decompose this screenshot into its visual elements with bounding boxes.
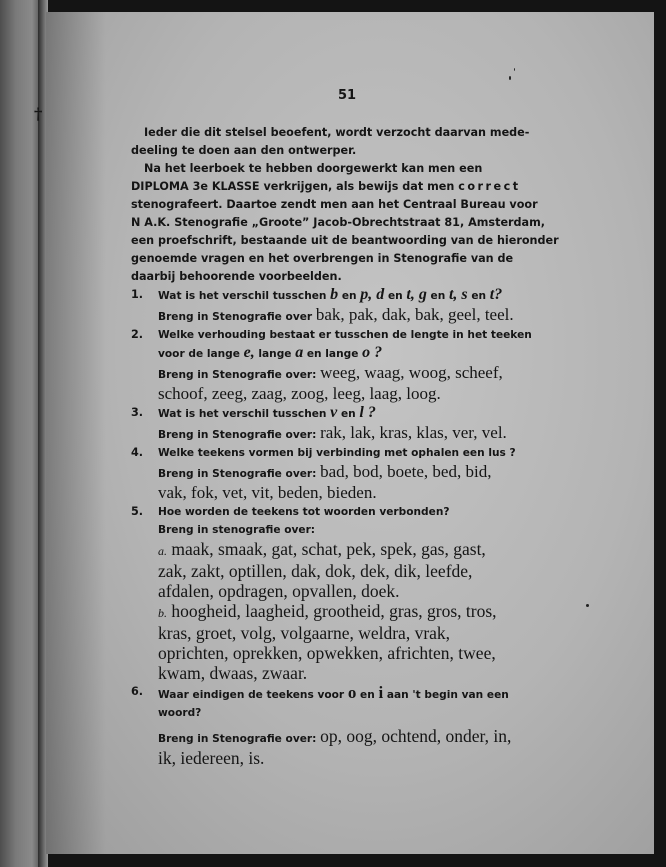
question-number: 6.	[131, 685, 144, 698]
practice-words: zak, zakt, optillen, dak, dok, dek, dik, leefde,	[158, 561, 473, 581]
steno-letter: s	[457, 286, 468, 303]
steno-letter: g	[414, 286, 427, 303]
practice-words: schoof, zeeg, zaag, zoog, leeg, laag, loog.	[158, 384, 441, 403]
intro-text: Ieder die dit stelsel beoefent, wordt verzocht daarvan mede-	[144, 126, 530, 139]
question-number: 3.	[131, 406, 144, 419]
page-number: 51	[338, 88, 357, 103]
paper-speck	[509, 76, 511, 80]
book-page	[34, 12, 654, 854]
steno-letter: o ?	[362, 344, 383, 361]
steno-letter: b	[330, 286, 339, 303]
question-text: Welke teekens vormen bij verbinding met ophalen een lus ?	[158, 447, 516, 459]
question-number: 5.	[131, 505, 144, 518]
exercise-a	[158, 539, 609, 601]
question-text: lange	[254, 348, 296, 360]
practice-words: bad, bod, boete, bed, bid,	[320, 462, 492, 481]
practice-words: hoogheid, laagheid, grootheid, gras, gros, tros,	[171, 601, 497, 621]
intro-text: daarbij behoorende voorbeelden.	[131, 270, 342, 283]
question-text: voor de lange	[158, 348, 244, 360]
practice-instruction: Breng in Stenografie over:	[158, 468, 321, 480]
margin-mark: †	[34, 104, 43, 123]
question-1	[131, 286, 609, 326]
question-text: en	[356, 689, 379, 701]
question-text: Hoe worden de teekens tot woorden verbonden?	[158, 506, 450, 518]
question-2	[131, 326, 609, 404]
question-number: 2.	[131, 328, 144, 341]
intro-paragraph	[131, 124, 609, 286]
steno-letter: a	[295, 344, 304, 361]
intro-text: N A.K. Stenografie „Groote” Jacob-Obrechtstraat 81, Amsterdam,	[131, 216, 546, 229]
vowel-letter: i	[378, 683, 384, 702]
question-6	[131, 683, 609, 768]
question-text: Waar eindigen de teekens voor	[158, 689, 348, 701]
intro-text: deeling te doen aan den ontwerper.	[131, 144, 357, 157]
steno-letter: t,	[448, 286, 458, 303]
exercise-label: b.	[158, 606, 167, 620]
question-3	[131, 404, 609, 444]
practice-words: kwam, dwaas, zwaar.	[158, 663, 308, 683]
question-text: Welke verhouding bestaat er tusschen de lengte in het teeken	[158, 329, 532, 341]
left-page-edge	[0, 0, 43, 867]
page-text	[131, 124, 609, 768]
question-text: en	[467, 290, 490, 302]
question-4	[131, 444, 609, 503]
practice-words: oprichten, oprekken, opwekken, africhten, twee,	[158, 643, 496, 663]
question-text: Wat is het verschil tusschen	[158, 408, 331, 420]
practice-words: vak, fok, vet, vit, beden, bieden.	[158, 483, 377, 502]
vowel-letter: o	[347, 683, 357, 702]
question-text: en	[426, 290, 449, 302]
question-text: en lange	[303, 348, 363, 360]
steno-letter: d	[372, 286, 385, 303]
question-number: 1.	[131, 288, 144, 301]
practice-words: weeg, waag, woog, scheef,	[320, 363, 503, 382]
practice-words: kras, groet, volg, volgaarne, weldra, vrak,	[158, 623, 451, 643]
intro-text: genoemde vragen en het overbrengen in Stenografie van de	[131, 252, 514, 265]
paper-speck	[514, 68, 515, 71]
steno-letter: v	[330, 404, 338, 421]
intro-text: stenografeert. Daartoe zendt men aan het Centraal Bureau voor	[131, 198, 538, 211]
exercise-label: a.	[158, 544, 167, 558]
question-number: 4.	[131, 446, 144, 459]
emphasis-text: correct	[458, 180, 521, 193]
intro-text: een proefschrift, bestaande uit de beantwoording van de hieronder	[131, 234, 559, 247]
practice-instruction: Breng in stenografie over:	[158, 524, 316, 536]
intro-text: Na het leerboek te hebben doorgewerkt kan men een	[144, 162, 483, 175]
practice-instruction: Breng in Stenografie over:	[158, 733, 321, 745]
question-text: en	[337, 408, 360, 420]
question-text: aan 't begin van een	[383, 689, 509, 701]
practice-words: op, oog, ochtend, onder, in,	[320, 726, 512, 746]
practice-words: afdalen, opdragen, opvallen, doek.	[158, 581, 400, 601]
intro-text: DIPLOMA 3e KLASSE verkrijgen, als bewijs dat men	[131, 180, 459, 193]
question-text: Wat is het verschil tusschen	[158, 290, 331, 302]
steno-letter: p,	[360, 286, 373, 303]
steno-letter: t?	[489, 286, 503, 303]
question-5	[131, 503, 609, 683]
practice-instruction: Breng in Stenografie over	[158, 311, 316, 323]
question-text: en	[384, 290, 407, 302]
practice-words: rak, lak, kras, klas, ver, vel.	[320, 423, 507, 442]
question-text: en	[338, 290, 361, 302]
exercise-b	[158, 601, 609, 683]
question-text: woord?	[158, 707, 202, 719]
practice-instruction: Breng in Stenografie over:	[158, 429, 321, 441]
practice-words: bak, pak, dak, bak, geel, teel.	[315, 305, 514, 324]
steno-letter: t,	[406, 286, 415, 303]
steno-letter: l ?	[359, 404, 376, 421]
steno-letter: e,	[243, 344, 255, 361]
practice-words: maak, smaak, gat, schat, pek, spek, gas, gast,	[171, 539, 486, 559]
practice-instruction: Breng in Stenografie over:	[158, 369, 321, 381]
practice-words: ik, iedereen, is.	[158, 748, 265, 768]
